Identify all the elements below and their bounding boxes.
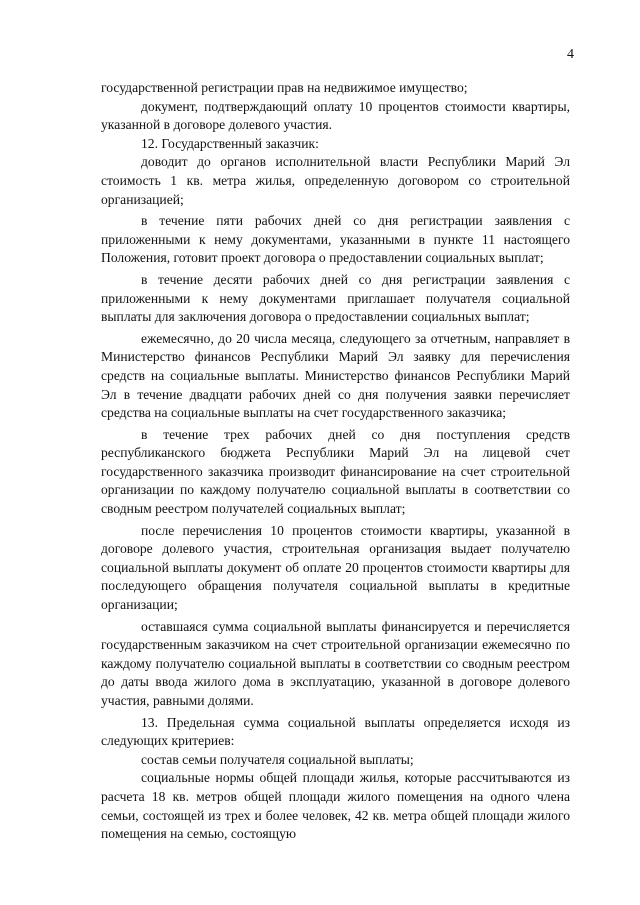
paragraph-1: государственной регистрации прав на недвижимое имущество; — [101, 80, 468, 95]
paragraph-12: состав семьи получателя социальной выплаты; — [141, 751, 414, 767]
document-body — [101, 79, 570, 844]
paragraph-7: ежемесячно, до 20 числа месяца, следующего за отчетным, направляет в Министерство финансов Республики Марий Эл заявку для перечисления средств на социальные выплаты. Министерство финансов Республики Марий Эл в течение двадцати рабочих дней со дня получения заявки перечисляет средства на социальные выплаты на счет государственного заказчика; — [101, 330, 570, 421]
page-number: 4 — [567, 47, 574, 62]
paragraph-13: социальные нормы общей площади жилья, которые рассчитываются из расчета 18 кв. метров общей площади жилого помещения на одного члена семьи, состоящей из трех и более человек, 42 кв. метра общей площади жилого помещения на семью, состоящую — [101, 770, 570, 842]
paragraph-10: оставшаяся сумма социальной выплаты финансируется и перечисляется государственным заказчиком на счет строительной организации ежемесячно по каждому получателю социальной выплаты в соответствии со сводным реестром до даты ввода жилого дома в эксплуатацию, указанной в договоре долевого участия, равными долями. — [101, 618, 570, 708]
section-12-heading: 12. Государственный заказчик: — [141, 135, 319, 151]
paragraph-8: в течение трех рабочих дней со дня поступления средств республиканского бюджета Республики Марий Эл на лицевой счет государственного заказчика производит финансирование на счет строительной организации по каждому получателю социальной выплаты в соответствии со сводным реестром получателей социальных выплат; — [101, 426, 570, 517]
paragraph-2: документ, подтверждающий оплату 10 процентов стоимости квартиры, указанной в договоре долевого участия. — [101, 98, 570, 133]
paragraph-9: после перечисления 10 процентов стоимости квартиры, указанной в договоре долевого участия, строительная организация выдает получателю социальной выплаты документ об оплате 20 процентов стоимости квартиры для последующего обращения получателя социальной выплаты в кредитные организации; — [101, 522, 570, 613]
paragraph-4: доводит до органов исполнительной власти Республики Марий Эл стоимость 1 кв. метра жилья, определенную договором со строительной организацией; — [101, 154, 570, 207]
section-13-heading: 13. Предельная сумма социальной выплаты определяется исходя из следующих критериев: — [101, 714, 570, 749]
paragraph-6: в течение десяти рабочих дней со дня регистрации заявления с приложенными к нему документами приглашает получателя социальной выплаты для заключения договора о предоставлении социальных выплат; — [101, 271, 570, 325]
paragraph-5: в течение пяти рабочих дней со дня регистрации заявления с приложенными к нему документами, указанными в пункте 11 настоящего Положения, готовит проект договора о предоставлении социальных выплат; — [101, 213, 570, 266]
